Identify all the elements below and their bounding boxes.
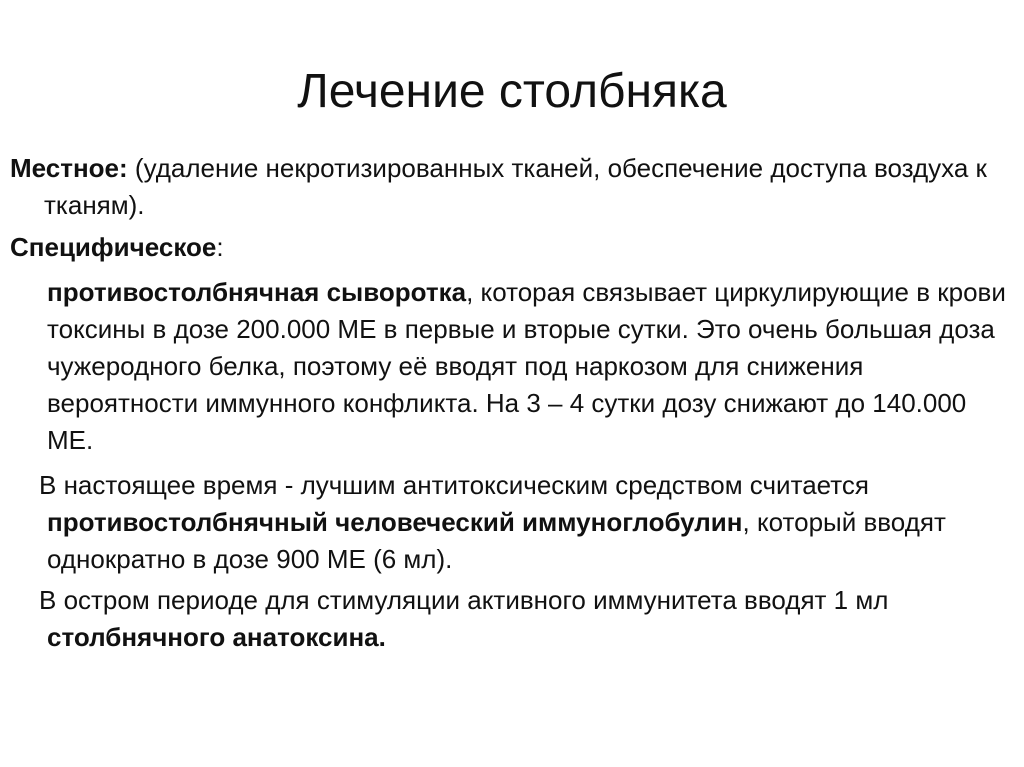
local-treatment-text: (удаление некротизированных тканей, обеспечение доступа воздуха к тканям).	[44, 153, 987, 220]
local-treatment-paragraph	[10, 150, 1010, 224]
local-treatment-label: Местное:	[10, 153, 128, 183]
serum-label: противостолбнячная сыворотка	[47, 277, 467, 307]
immunoglobulin-text-after: , который вводят однократно в дозе 900 МЕ (6 мл).	[47, 507, 946, 574]
toxoid-label: столбнячного анатоксина.	[47, 622, 386, 652]
specific-treatment-colon: :	[216, 232, 224, 262]
serum-paragraph	[10, 274, 1010, 459]
slide-body	[10, 150, 1010, 656]
specific-treatment-label: Специфическое	[10, 232, 217, 262]
slide-title: Лечение столбняка	[297, 65, 727, 118]
immunoglobulin-paragraph	[10, 467, 1010, 578]
immunoglobulin-label: противостолбнячный человеческий иммуноглобулин	[47, 507, 743, 537]
serum-text: , которая связывает циркулирующие в крови токсины в дозе 200.000 МЕ в первые и вторые сутки. Это очень большая доза чужеродного белка, поэтому её вводят под наркозом для снижения вероятности иммунного конфликта. На 3 – 4 сутки дозу снижают до 140.000 МЕ.	[47, 277, 1006, 455]
specific-treatment-heading	[10, 229, 1010, 266]
immunoglobulin-text-before: В настоящее время - лучшим антитоксическим средством считается	[39, 470, 869, 500]
toxoid-paragraph	[10, 582, 1010, 656]
toxoid-text-before: В остром периоде для стимуляции активного иммунитета вводят 1 мл	[39, 585, 889, 615]
